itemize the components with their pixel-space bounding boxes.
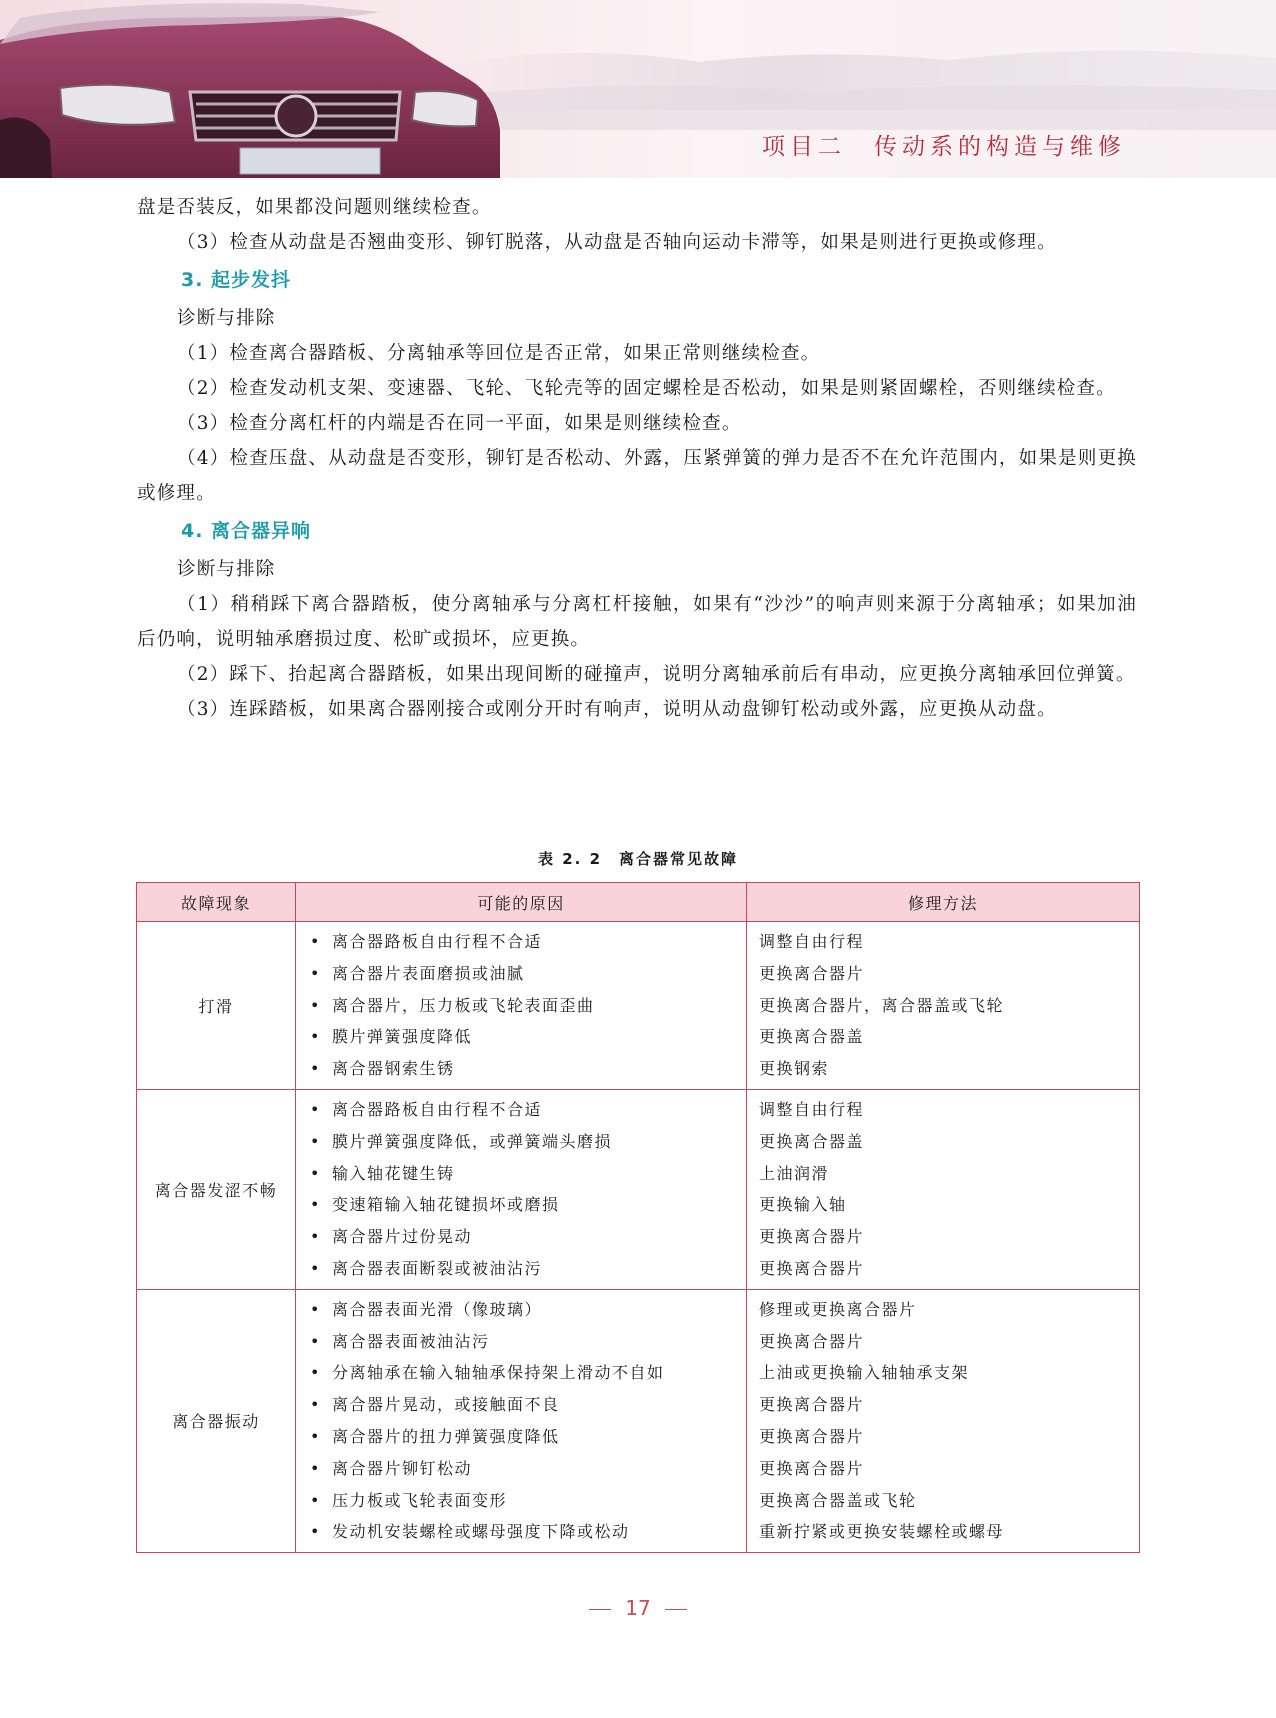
cause-text: 离合器片表面磨损或油腻 [332,963,525,983]
paragraph: 盘是否装反，如果都没问题则继续检查。 [137,197,492,218]
cause-item [296,1253,746,1285]
cause-item [296,1389,746,1421]
paragraph: （3）连踩踏板，如果离合器刚接合或刚分开时有响声，说明从动盘铆钉松动或外露，应更换从动盘。 [177,699,1057,720]
bullet-icon: • [310,1163,321,1183]
cause-text: 离合器钢索生锈 [332,1059,455,1079]
repair-item: 修理或更换离合器片 [759,1299,917,1319]
bullet-icon: • [310,963,321,983]
repair-item: 更换离合器盖 [759,1131,865,1151]
section-heading: 4. 离合器异响 [181,520,312,542]
cause-item [296,1516,746,1548]
cause-text: 变速箱输入轴花键损坏或磨损 [332,1195,560,1215]
bullet-icon: • [310,1131,321,1151]
repair-method-cell [747,1089,1140,1289]
bullet-icon: • [310,1395,321,1415]
page-number: 17 [625,1596,651,1620]
bullet-icon: • [310,1522,321,1542]
bullet-icon: • [310,1458,321,1478]
chapter-title: 项目二 传动系的构造与维修 [762,134,1126,160]
repair-method-cell [747,1289,1140,1552]
cause-text: 离合器表面被油沾污 [332,1331,490,1351]
bullet-icon: • [310,995,321,1015]
repair-item: 更换离合器盖 [759,1027,865,1047]
repair-method-cell [747,922,1140,1090]
paragraph: （3）检查分离杠杆的内端是否在同一平面，如果是则继续检查。 [177,413,742,434]
cause-item [296,1421,746,1453]
cause-text: 离合器表面断裂或被油沾污 [332,1258,543,1278]
bullet-icon: • [310,1426,321,1446]
bullet-icon: • [310,1258,321,1278]
repair-item: 上油或更换输入轴轴承支架 [759,1363,970,1383]
footer-dash [665,1609,687,1610]
table-header-row [137,883,1140,922]
cause-text: 离合器表面光滑（像玻璃） [332,1299,543,1319]
paragraph: （4）检查压盘、从动盘是否变形，铆钉是否松动、外露，压紧弹簧的弹力是否不在允许范围内，如果是则更换或修理。 [137,448,1137,504]
bullet-icon: • [310,1099,321,1119]
paragraph: 诊断与排除 [177,559,276,580]
column-header: 故障现象 [137,883,296,922]
repair-item: 更换离合器盖或飞轮 [759,1490,917,1510]
column-header: 可能的原因 [296,883,747,922]
cause-text: 离合器路板自由行程不合适 [332,1099,543,1119]
fault-symptom-cell: 离合器发涩不畅 [137,1089,296,1289]
cause-item [296,1221,746,1253]
table-row [137,922,1140,1090]
bullet-icon: • [310,1490,321,1510]
footer-dash [589,1609,611,1610]
cause-text: 发动机安装螺栓或螺母强度下降或松动 [332,1522,630,1542]
bullet-icon: • [310,1195,321,1215]
repair-item: 更换离合器片，离合器盖或飞轮 [759,995,1005,1015]
repair-item: 调整自由行程 [759,1099,865,1119]
cause-item [296,1094,746,1126]
cause-text: 离合器片过份晃动 [332,1227,473,1247]
table-body [137,922,1140,1553]
header-banner [0,0,1276,178]
repair-item: 更换离合器片 [759,1395,865,1415]
bullet-icon: • [310,1363,321,1383]
repair-item: 更换离合器片 [759,1458,865,1478]
cause-item [296,1294,746,1326]
cause-text: 离合器片晃动，或接触面不良 [332,1395,560,1415]
paragraph: （1）稍稍踩下离合器踏板，使分离轴承与分离杠杆接触，如果有“沙沙”的响声则来源于分离轴承；如果加油后仍响，说明轴承磨损过度、松旷或损坏，应更换。 [137,594,1137,650]
repair-item: 更换离合器片 [759,1258,865,1278]
bullet-icon: • [310,1299,321,1319]
cause-item [296,1053,746,1085]
cause-item [296,990,746,1022]
possible-causes-cell [296,1289,747,1552]
cause-item [296,926,746,958]
cause-item [296,1453,746,1485]
cause-text: 压力板或飞轮表面变形 [332,1490,508,1510]
bullet-icon: • [310,1227,321,1247]
table-caption: 表 2. 2 离合器常见故障 [537,850,739,868]
fault-symptom-cell: 离合器振动 [137,1289,296,1552]
paragraph: （2）踩下、抬起离合器踏板，如果出现间断的碰撞声，说明分离轴承前后有串动，应更换分离轴承回位弹簧。 [177,664,1136,685]
cause-text: 离合器片的扭力弹簧强度降低 [332,1426,560,1446]
bullet-icon: • [310,1059,321,1079]
fault-symptom-cell: 打滑 [137,922,296,1090]
bullet-icon: • [310,1027,321,1047]
paragraph: （1）检查离合器踏板、分离轴承等回位是否正常，如果正常则继续检查。 [177,343,821,364]
paragraph: （2）检查发动机支架、变速器、飞轮、飞轮壳等的固定螺栓是否松动，如果是则紧固螺栓，否则继续检查。 [177,378,1116,399]
possible-causes-cell [296,1089,747,1289]
cause-text: 离合器片铆钉松动 [332,1458,473,1478]
cause-item [296,1021,746,1053]
cause-item [296,1158,746,1190]
possible-causes-cell [296,922,747,1090]
cause-text: 膜片弹簧强度降低 [332,1027,473,1047]
paragraph: 诊断与排除 [177,308,276,329]
body-text [137,190,1137,727]
page-footer [0,1596,1276,1620]
bullet-icon: • [310,932,321,951]
fault-table [136,882,1140,1553]
repair-item: 重新拧紧或更换安装螺栓或螺母 [759,1522,1005,1542]
repair-item: 更换离合器片 [759,963,865,983]
cause-item [296,1485,746,1517]
paragraph: （3）检查从动盘是否翘曲变形、铆钉脱落，从动盘是否轴向运动卡滞等，如果是则进行更换或修理。 [177,232,1057,253]
cause-text: 分离轴承在输入轴轴承保持架上滑动不自如 [332,1363,665,1383]
cause-text: 膜片弹簧强度降低，或弹簧端头磨损 [332,1131,613,1151]
cause-item [296,958,746,990]
cause-text: 输入轴花键生铸 [332,1163,455,1183]
table-row [137,1089,1140,1289]
repair-item: 更换输入轴 [759,1195,847,1215]
column-header: 修理方法 [747,883,1140,922]
cause-item [296,1189,746,1221]
repair-item: 更换离合器片 [759,1426,865,1446]
section-heading: 3. 起步发抖 [181,269,292,291]
cause-text: 离合器路板自由行程不合适 [332,932,543,951]
repair-item: 调整自由行程 [759,932,865,951]
repair-item: 更换离合器片 [759,1227,865,1247]
bullet-icon: • [310,1331,321,1351]
cause-item [296,1357,746,1389]
table-row [137,1289,1140,1552]
repair-item: 上油润滑 [759,1163,830,1183]
cause-text: 离合器片，压力板或飞轮表面歪曲 [332,995,595,1015]
repair-item: 更换离合器片 [759,1331,865,1351]
cause-item [296,1326,746,1358]
cause-item [296,1126,746,1158]
repair-item: 更换钢索 [759,1059,830,1079]
